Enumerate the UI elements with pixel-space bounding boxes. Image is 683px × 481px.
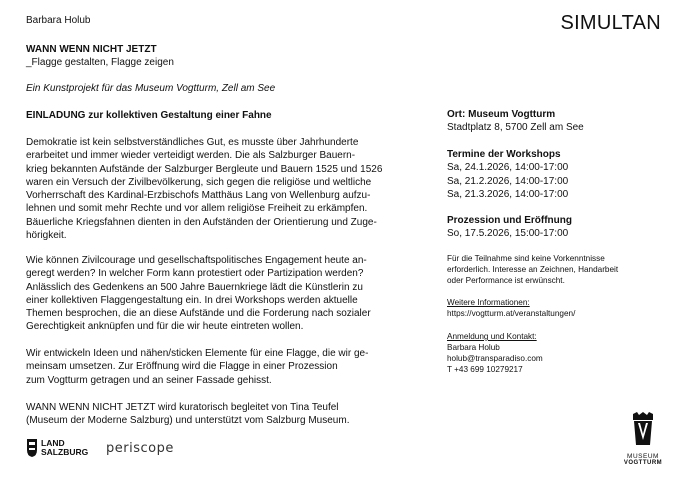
paragraph-workshop [26, 347, 421, 387]
text-line: meinsam umsetzen. Zur Eröffnung wird die Flagge in einer Prozession [26, 361, 338, 373]
procession-date: So, 17.5.2026, 15:00-17:00 [447, 228, 569, 240]
workshop-date: Sa, 24.1.2026, 14:00-17:00 [447, 162, 569, 174]
location-section [447, 108, 662, 135]
project-description: Ein Kunstprojekt für das Museum Vogtturm, Zell am See [26, 83, 276, 94]
contact-name: Barbara Holub [447, 343, 500, 352]
text-line: (Museum der Moderne Salzburg) und unterstützt vom Salzburg Museum. [26, 415, 350, 427]
text-line: Bäuerliche Kriegsfahnen dienten in den Aufständen der Orientierung und Zuge- [26, 216, 377, 228]
author-name: Barbara Holub [26, 15, 91, 26]
text-line: krieg bekannten Aufstände der Salzburger Bergleute und Bauern 1525 und 1526 [26, 163, 383, 175]
text-line: Vorherrschaft des Kardinal-Erzbischofs Matthäus Lang von Wellenburg aufzu- [26, 190, 371, 202]
text-line: Anlässlich des Gedenkens an 500 Jahre Bauernkriege lädt die Künstlerin zu [26, 281, 363, 293]
text-line: lehnen und somit mehr Rechte und vor allem religiöse Freiheit zu erkämpfen. [26, 203, 368, 215]
land-salzburg-logo [26, 438, 88, 458]
workshop-date: Sa, 21.2.2026, 14:00-17:00 [447, 175, 569, 187]
logo-text: LAND [41, 438, 65, 448]
info-section [447, 297, 662, 319]
logo-text: SALZBURG [41, 447, 89, 457]
text-line: erforderlich. Interesse an Zeichnen, Handarbeit [447, 265, 619, 274]
paragraph-history [26, 136, 421, 242]
workshops-section [447, 148, 662, 201]
text-line: oder Performance ist erwünscht. [447, 276, 565, 285]
location-heading: Ort: Museum Vogtturm [447, 109, 556, 120]
project-title: WANN WENN NICHT JETZT [26, 44, 157, 55]
salzburg-crest-icon [26, 438, 38, 458]
text-line: waren ein Versuch der Zivilbevölkerung, sich gegen die religiöse und weltliche [26, 176, 372, 188]
logo-text: VOGTTURM [623, 460, 663, 466]
text-line: Wie können Zivilcourage und gesellschaftspolitisches Engagement heute an- [26, 255, 367, 266]
project-subtitle: _Flagge gestalten, Flagge zeigen [26, 57, 174, 68]
location-address: Stadtplatz 8, 5700 Zell am See [447, 122, 584, 134]
workshop-date: Sa, 21.3.2026, 14:00-17:00 [447, 188, 569, 200]
invitation-heading: EINLADUNG zur kollektiven Gestaltung einer Fahne [26, 110, 272, 121]
periscope-logo: periscope [106, 441, 174, 456]
contact-email[interactable]: holub@transparadiso.com [447, 354, 543, 363]
procession-heading: Prozession und Eröffnung [447, 215, 572, 226]
museum-vogtturm-logo [620, 412, 666, 466]
info-link[interactable]: https://vogtturm.at/veranstaltungen/ [447, 309, 576, 318]
tower-icon [631, 412, 655, 446]
participation-note [447, 253, 662, 286]
text-line: zum Vogtturm getragen und an seiner Fassade gehisst. [26, 374, 272, 386]
text-line: erarbeitet und immer wieder verteidigt werden. Die als Salzburger Bauern- [26, 150, 356, 162]
brand-title: SIMULTAN [560, 12, 661, 34]
text-line: Wir entwickeln Ideen und nähen/sticken Elemente für eine Flagge, die wir ge- [26, 348, 369, 359]
text-line: Themen besprochen, die an diese Aufstände und die Forderung nach sozialer [26, 308, 371, 320]
logo-text: MUSEUM [627, 453, 659, 460]
procession-section [447, 214, 662, 241]
text-line: WANN WENN NICHT JETZT wird kuratorisch begleitet von Tina Teufel [26, 402, 339, 413]
contact-section [447, 331, 662, 375]
info-heading: Weitere Informationen: [447, 298, 530, 307]
text-line: einer kollektiven Flaggengestaltung ein. In drei Workshops werden aktuelle [26, 294, 358, 306]
contact-heading: Anmeldung und Kontakt: [447, 332, 537, 341]
paragraph-curation [26, 401, 421, 428]
text-line: hörigkeit. [26, 230, 67, 242]
text-line: geregt werden? In welcher Form kann protestiert oder Partizipation werden? [26, 268, 364, 280]
text-line: Demokratie ist kein selbstverständliches Gut, es musste über Jahrhunderte [26, 137, 359, 148]
text-line: Für die Teilnahme sind keine Vorkenntnisse [447, 254, 605, 263]
paragraph-engagement [26, 254, 421, 334]
contact-phone: T +43 699 10279217 [447, 365, 523, 374]
workshops-heading: Termine der Workshops [447, 149, 561, 160]
text-line: Gerechtigkeit anknüpfen und für die wir heute eintreten wollen. [26, 321, 304, 333]
